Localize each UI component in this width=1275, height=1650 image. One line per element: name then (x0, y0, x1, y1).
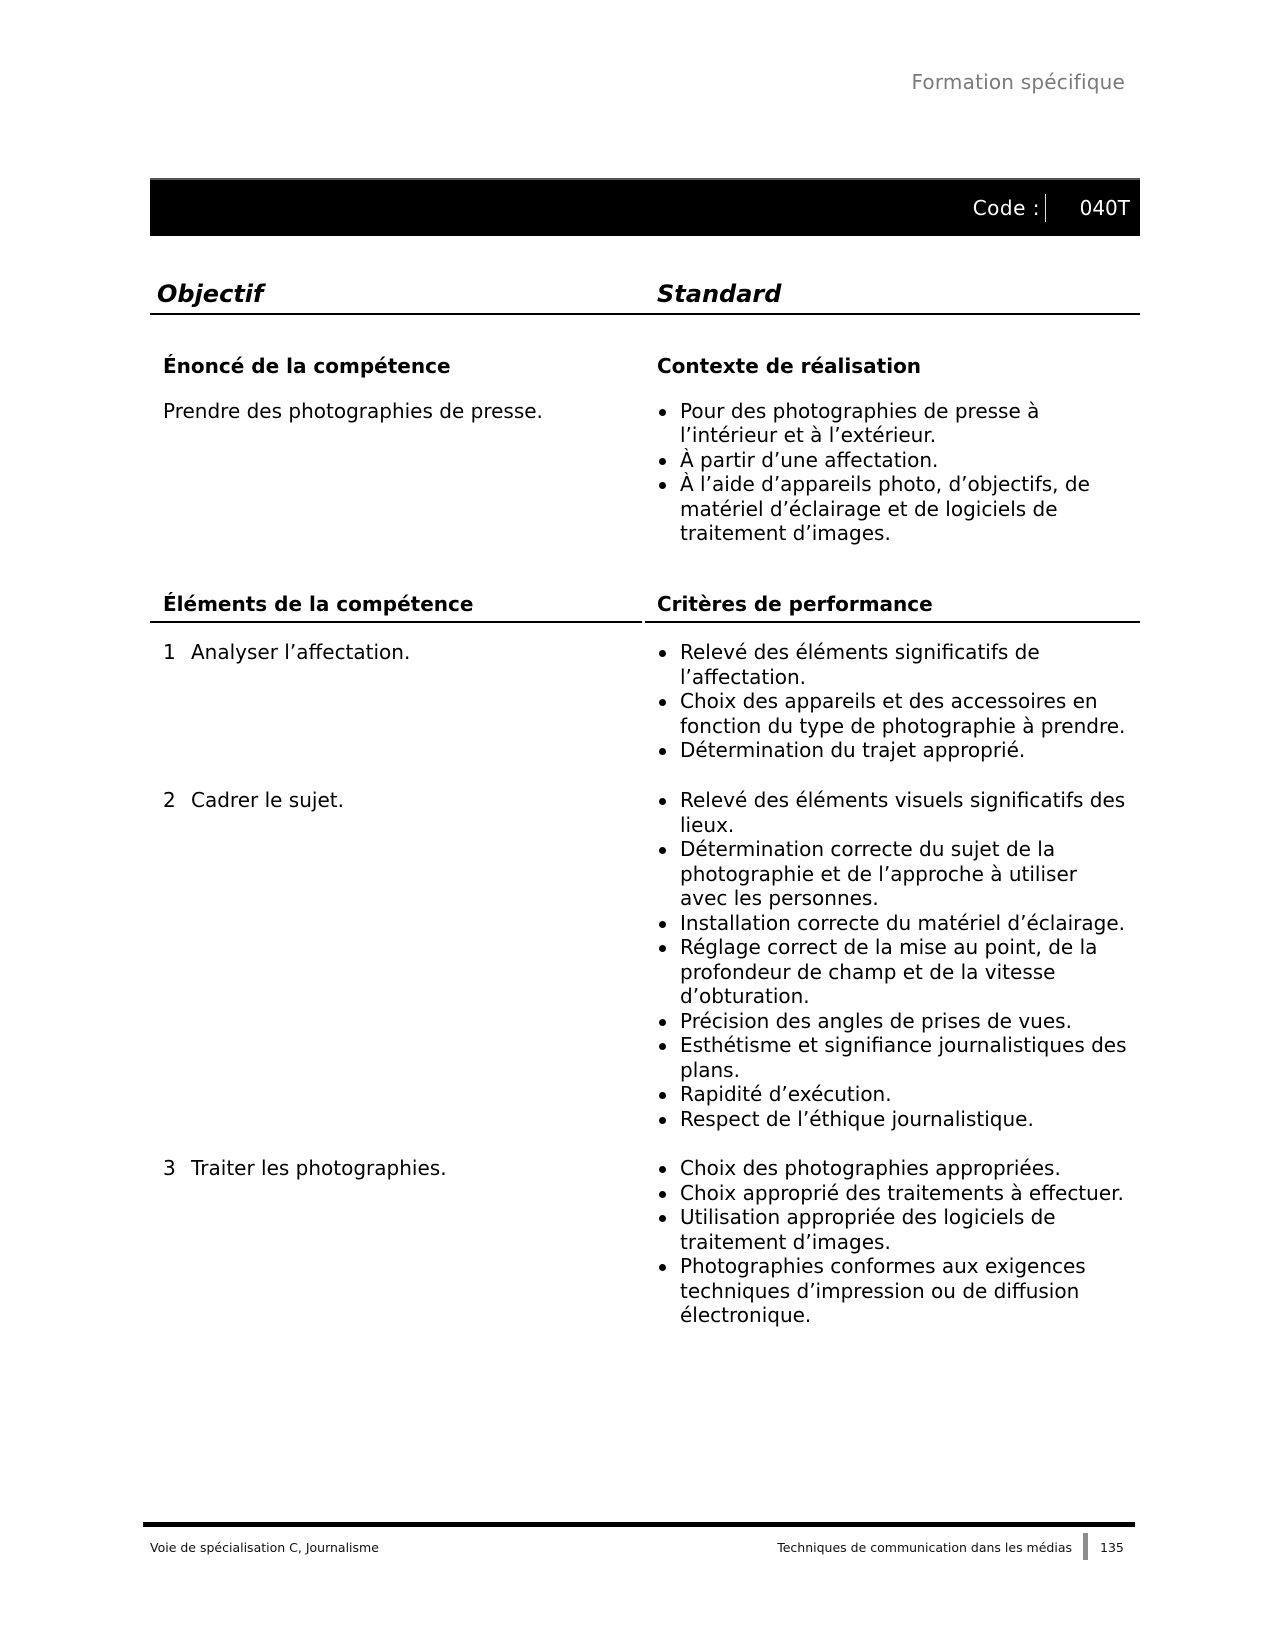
code-value: 040T (1079, 196, 1130, 220)
bullet-icon (659, 482, 666, 489)
list-item: Précision des angles de prises de vues. (657, 1009, 1127, 1034)
code-label: Code : (972, 196, 1040, 220)
code-separator (1045, 194, 1046, 222)
list-item: Choix approprié des traitements à effectuer. (657, 1181, 1127, 1206)
column-title-objectif: Objectif (157, 280, 264, 308)
element-label: Analyser l’affectation. (191, 640, 411, 664)
list-item: Respect de l’éthique journalistique. (657, 1107, 1127, 1132)
bullet-icon (659, 1264, 666, 1271)
list-item: Utilisation appropriée des logiciels de traitement d’images. (657, 1205, 1127, 1254)
bullet-icon (659, 945, 666, 952)
elements-heading: Éléments de la compétence (163, 592, 474, 616)
footer-rule (143, 1522, 1135, 1527)
list-item: Esthétisme et signifiance journalistiques des plans. (657, 1033, 1127, 1082)
list-item: Réglage correct de la mise au point, de la profondeur de champ et de la vitesse d’obturation. (657, 935, 1127, 1009)
enonce-heading: Énoncé de la compétence (163, 354, 451, 378)
bullet-icon (659, 1166, 666, 1173)
page-number: 135 (1100, 1540, 1124, 1555)
contexte-heading: Contexte de réalisation (657, 354, 922, 378)
criteria-1 (657, 640, 1127, 763)
contexte-list (657, 399, 1127, 546)
bullet-icon (659, 1117, 666, 1124)
list-item: Relevé des éléments significatifs de l’affectation. (657, 640, 1127, 689)
list-item: Choix des photographies appropriées. (657, 1156, 1127, 1181)
footer-right-text: Techniques de communication dans les médias (777, 1540, 1072, 1555)
bullet-icon (659, 921, 666, 928)
list-item: Détermination correcte du sujet de la photographie et de l’approche à utiliser avec les personnes. (657, 837, 1127, 911)
bullet-icon (659, 847, 666, 854)
enonce-text: Prendre des photographies de presse. (163, 398, 543, 423)
list-item: Rapidité d’exécution. (657, 1082, 1127, 1107)
bullet-icon (659, 650, 666, 657)
bullet-icon (659, 458, 666, 465)
element-label: Traiter les photographies. (191, 1156, 447, 1180)
contexte-section (657, 354, 1127, 546)
element-number: 1 (163, 640, 176, 664)
list-item: À partir d’une affectation. (657, 448, 1127, 473)
list-item: Photographies conformes aux exigences techniques d’impression ou de diffusion électronique. (657, 1254, 1127, 1328)
element-number: 2 (163, 788, 176, 812)
list-item: Relevé des éléments visuels significatifs des lieux. (657, 788, 1127, 837)
code-bar (150, 178, 1140, 236)
elements-rule (150, 621, 642, 623)
element-number: 3 (163, 1156, 176, 1180)
bullet-icon (659, 1019, 666, 1026)
column-title-standard: Standard (657, 280, 782, 308)
element-3 (163, 1156, 447, 1181)
element-2 (163, 788, 344, 813)
bullet-icon (659, 1092, 666, 1099)
criteres-heading: Critères de performance (657, 592, 933, 616)
criteres-rule (645, 621, 1140, 623)
element-1 (163, 640, 410, 665)
list-item: Pour des photographies de presse à l’intérieur et à l’extérieur. (657, 399, 1127, 448)
bullet-icon (659, 699, 666, 706)
list-item: Installation correcte du matériel d’éclairage. (657, 911, 1127, 936)
bullet-icon (659, 1215, 666, 1222)
bullet-icon (659, 798, 666, 805)
bullet-icon (659, 748, 666, 755)
bullet-icon (659, 409, 666, 416)
list-item: À l’aide d’appareils photo, d’objectifs, de matériel d’éclairage et de logiciels de traitement d’images. (657, 472, 1127, 546)
enonce-section (163, 354, 623, 423)
criteria-3 (657, 1156, 1127, 1328)
list-item: Détermination du trajet approprié. (657, 738, 1127, 763)
element-label: Cadrer le sujet. (191, 788, 344, 812)
footer-left-text: Voie de spécialisation C, Journalisme (150, 1540, 379, 1555)
running-head: Formation spécifique (911, 70, 1125, 94)
bullet-icon (659, 1043, 666, 1050)
footer-separator-bar (1083, 1533, 1088, 1560)
bullet-icon (659, 1191, 666, 1198)
list-item: Choix des appareils et des accessoires en fonction du type de photographie à prendre. (657, 689, 1127, 738)
header-rule (150, 313, 1140, 315)
criteria-2 (657, 788, 1127, 1131)
